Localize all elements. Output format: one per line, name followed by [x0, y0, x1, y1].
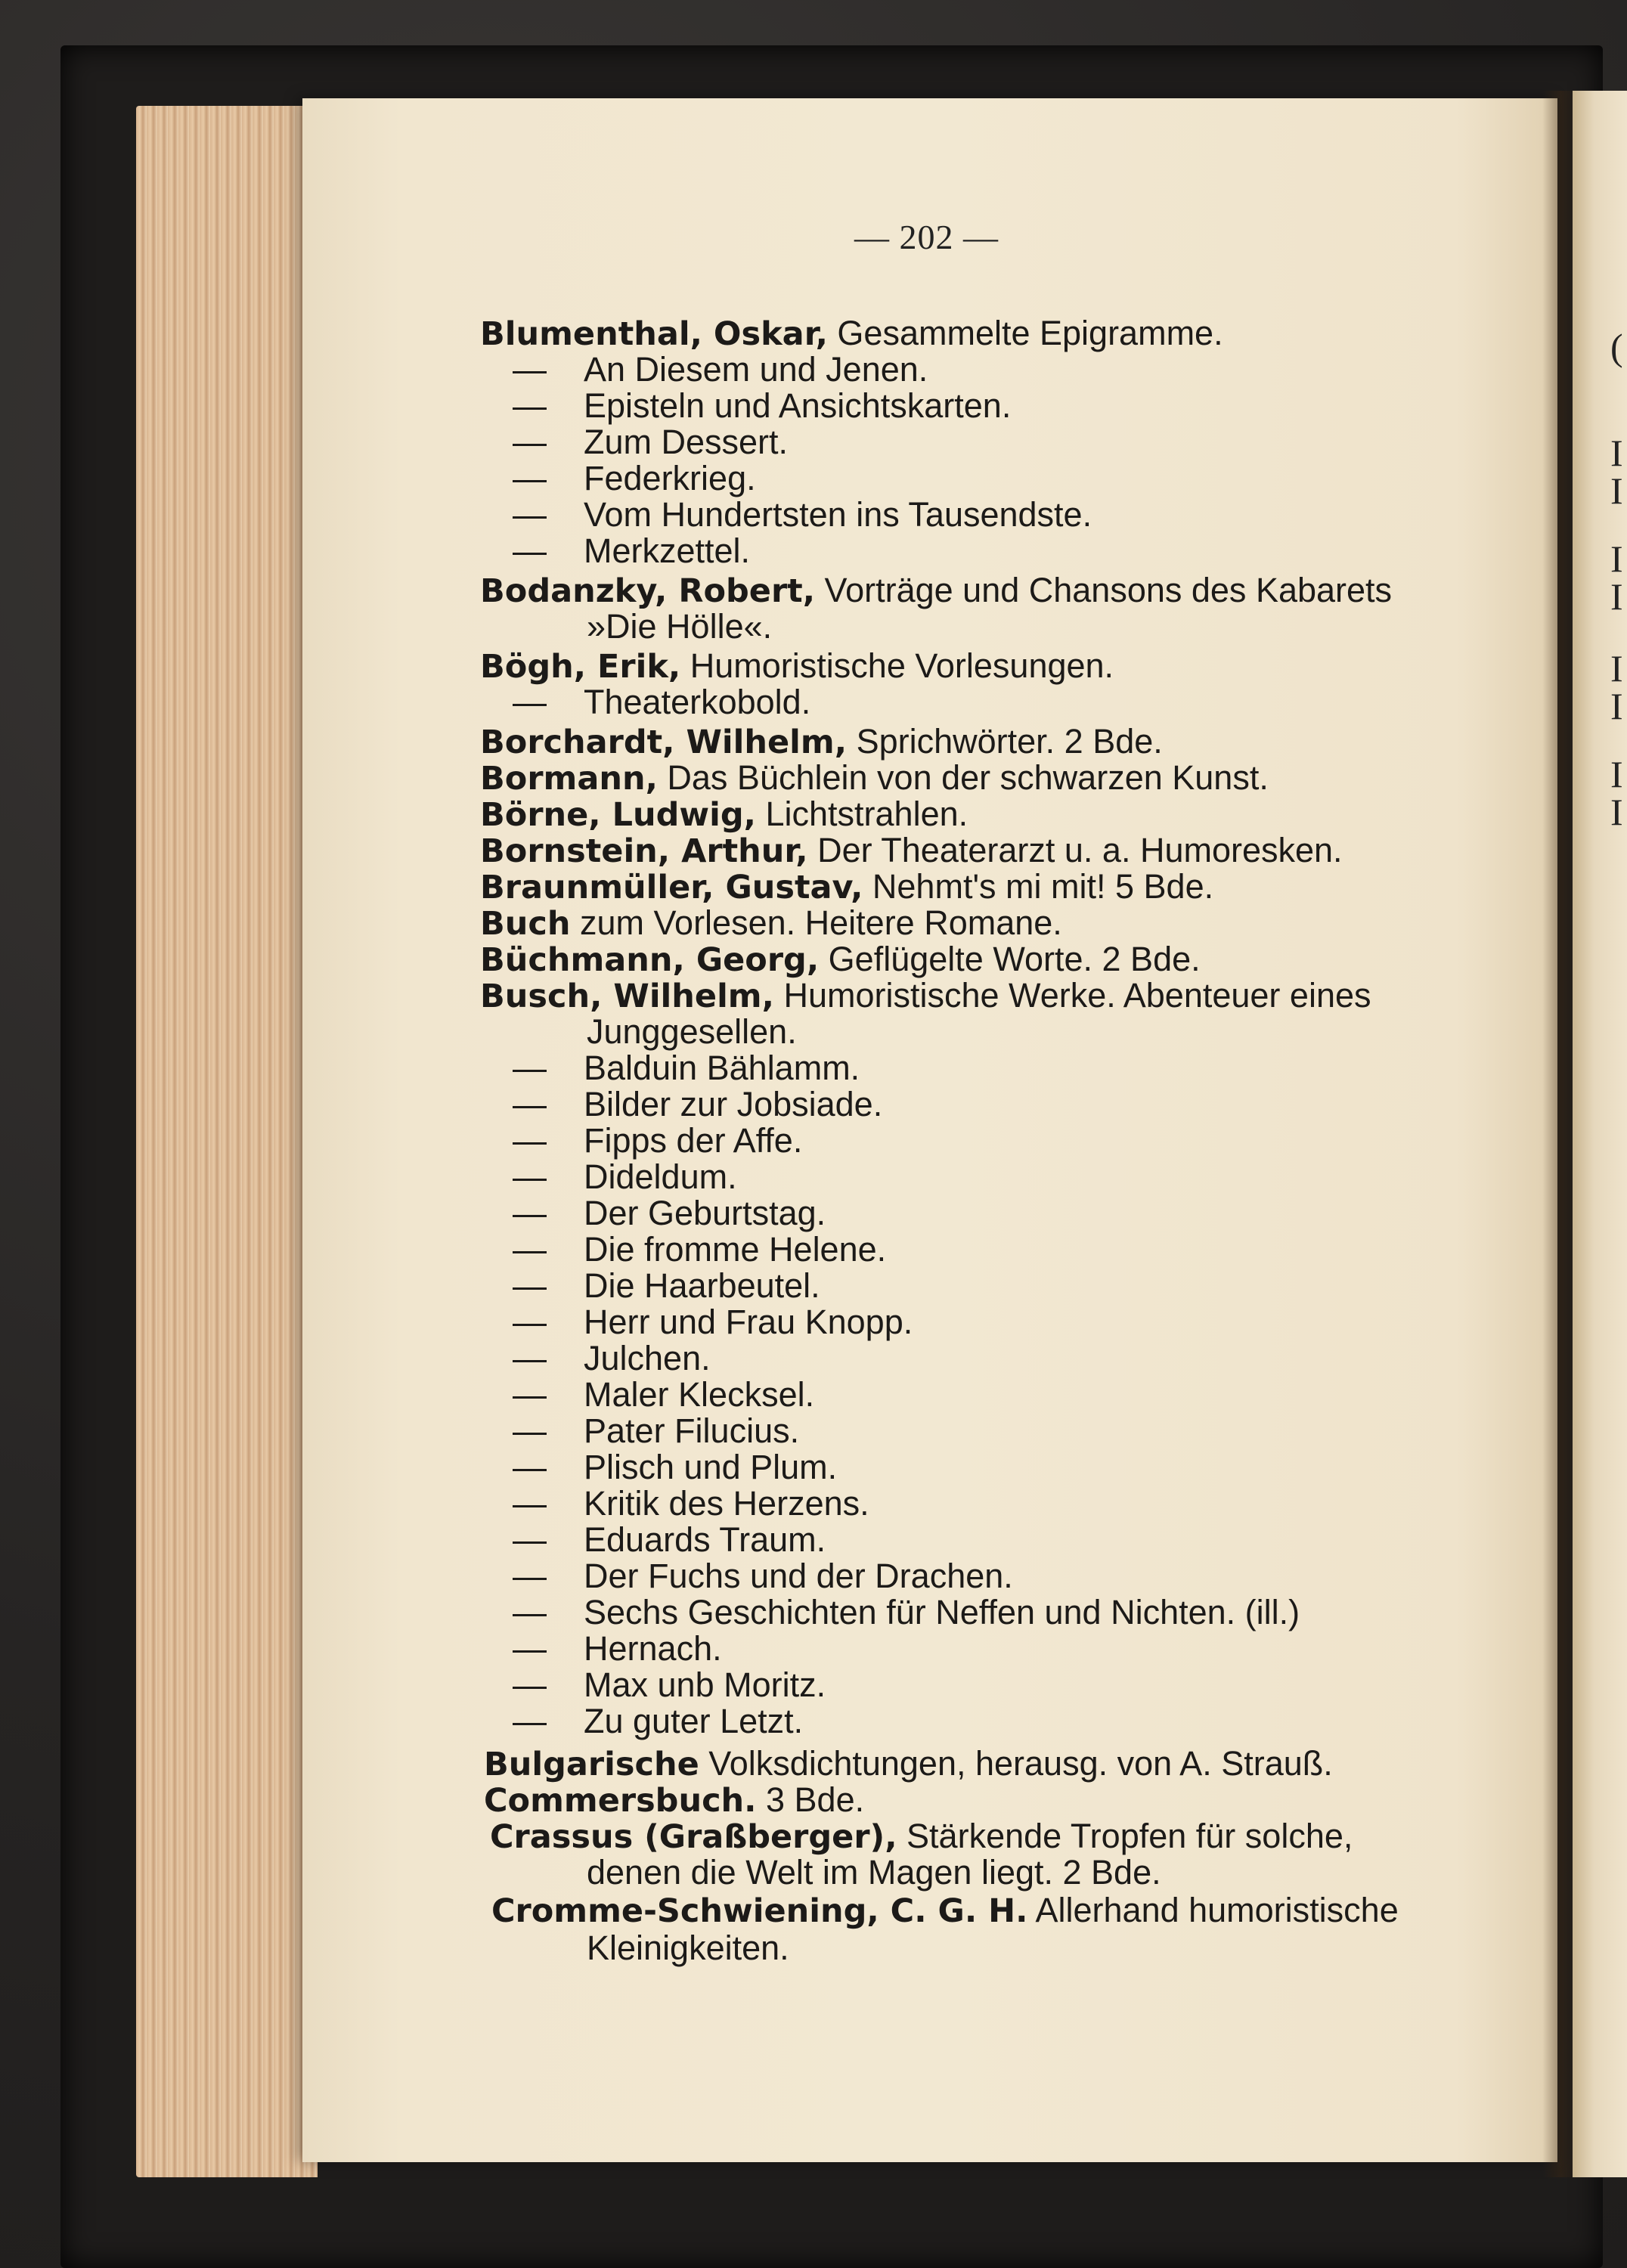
entry-title: Lichtstrahlen.	[755, 795, 968, 833]
ditto-dash: —	[513, 1121, 547, 1160]
entry-author: Braunmüller, Gustav,	[480, 869, 863, 906]
entry-title: Volksdichtungen, herausg. von A. Strauß.	[699, 1744, 1333, 1783]
facing-page-letter: I	[1610, 575, 1623, 618]
catalog-entry	[480, 903, 1062, 943]
ditto-dash: —	[513, 1230, 547, 1269]
catalog-sub-entry	[513, 495, 1092, 534]
catalog-sub-entry	[513, 350, 928, 389]
entry-title: Fipps der Affe.	[584, 1121, 803, 1160]
entry-author: Büchmann, Georg,	[480, 941, 820, 979]
entry-title: Theaterkobold.	[584, 683, 811, 721]
entry-continuation: Junggesellen.	[587, 1012, 797, 1051]
facing-page-letter: I	[1610, 791, 1623, 833]
catalog-entry	[480, 869, 1213, 904]
catalog-sub-entry	[513, 461, 756, 495]
page-edges	[136, 106, 318, 2177]
entry-title: Bilder zur Jobsiade.	[584, 1085, 883, 1123]
entry-title: Humoristische Vorlesungen.	[680, 646, 1114, 685]
catalog-entry	[480, 758, 1269, 798]
entry-title: Der Geburtstag.	[584, 1194, 826, 1232]
catalog-sub-entry	[513, 1266, 820, 1305]
ditto-dash: —	[513, 1520, 547, 1559]
ditto-dash: —	[513, 1194, 547, 1232]
entry-title: Sprichwörter. 2 Bde.	[847, 722, 1163, 761]
entry-title: Kritik des Herzens.	[584, 1484, 869, 1523]
catalog-sub-entry	[513, 1196, 826, 1230]
ditto-dash: —	[513, 531, 547, 570]
entry-title: Pater Filucius.	[584, 1411, 800, 1450]
ditto-dash: —	[513, 350, 547, 389]
entry-title: Julchen.	[584, 1339, 711, 1377]
entry-title: Der Fuchs und der Drachen.	[584, 1557, 1013, 1595]
facing-page-letter: I	[1610, 432, 1623, 474]
entry-title: Plisch und Plum.	[584, 1448, 838, 1486]
entry-title: An Diesem und Jenen.	[584, 350, 928, 389]
facing-page-letter: I	[1610, 647, 1623, 689]
catalog-sub-entry	[513, 1595, 1300, 1629]
facing-page-edge	[1573, 91, 1627, 2177]
entry-author: Crassus (Graßberger),	[490, 1818, 897, 1856]
catalog-sub-entry	[513, 1341, 711, 1375]
ditto-dash: —	[513, 495, 547, 534]
entry-author: Börne, Ludwig,	[480, 796, 756, 834]
entry-title: Hernach.	[584, 1629, 722, 1668]
catalog-entry	[480, 646, 1114, 686]
entry-author: Busch, Wilhelm,	[480, 978, 774, 1015]
entry-title: Eduards Traum.	[584, 1520, 826, 1559]
entry-title: Nehmt's mi mit! 5 Bde.	[863, 867, 1214, 906]
entry-title: Balduin Bählamm.	[584, 1049, 860, 1087]
entry-title: Vorträge und Chansons des Kabarets	[815, 571, 1393, 609]
catalog-entry	[491, 1893, 1399, 1928]
catalog-sub-entry	[513, 1087, 882, 1121]
ditto-dash: —	[513, 1085, 547, 1123]
entry-title: Dideldum.	[584, 1157, 737, 1196]
catalog-sub-entry	[513, 1559, 1013, 1593]
catalog-sub-entry	[513, 1230, 887, 1269]
entry-title: Allerhand humoristische	[1027, 1891, 1399, 1929]
ditto-dash: —	[513, 459, 547, 497]
entry-continuation: »Die Hölle«.	[587, 607, 773, 646]
entry-title: Episteln und Ansichtskarten.	[584, 386, 1012, 425]
entry-title: zum Vorlesen. Heitere Romane.	[570, 903, 1062, 942]
ditto-dash: —	[513, 386, 547, 425]
entry-author: Bormann,	[480, 760, 658, 798]
catalog-sub-entry	[513, 1484, 869, 1523]
facing-page-letter: I	[1610, 685, 1623, 727]
catalog-sub-entry	[513, 386, 1012, 425]
entry-title: 3 Bde.	[756, 1780, 865, 1819]
catalog-sub-entry	[513, 1704, 803, 1738]
entry-title: Vom Hundertsten ins Tausendste.	[584, 495, 1092, 534]
catalog-sub-entry	[513, 425, 788, 459]
catalog-sub-entry	[513, 685, 810, 719]
catalog-entry	[484, 1746, 1333, 1781]
entry-title: Sechs Geschichten für Neffen und Nichten. (ill.)	[584, 1593, 1300, 1631]
entry-author: Cromme-Schwiening, C. G. H.	[491, 1892, 1028, 1930]
catalog-entry	[480, 978, 1371, 1013]
entry-title: Humoristische Werke. Abenteuer eines	[773, 976, 1371, 1015]
ditto-dash: —	[513, 423, 547, 461]
entry-author: Buch	[480, 905, 571, 943]
entry-title: Die fromme Helene.	[584, 1230, 887, 1269]
ditto-dash: —	[513, 1049, 547, 1087]
entry-title: Merkzettel.	[584, 531, 751, 570]
ditto-dash: —	[513, 1702, 547, 1740]
catalog-sub-entry	[513, 1629, 722, 1668]
entry-title: Zum Dessert.	[584, 423, 789, 461]
entry-title: Gesammelte Epigramme.	[827, 314, 1223, 352]
catalog-sub-entry	[513, 1375, 815, 1414]
entry-continuation: denen die Welt im Magen liegt. 2 Bde.	[587, 1853, 1161, 1892]
entry-author: Commersbuch.	[484, 1782, 757, 1820]
catalog-entry	[480, 316, 1223, 351]
entry-author: Blumenthal, Oskar,	[480, 315, 828, 353]
catalog-sub-entry	[513, 1121, 803, 1160]
catalog-entry	[490, 1819, 1353, 1854]
ditto-dash: —	[513, 683, 547, 721]
catalog-sub-entry	[513, 531, 751, 570]
catalog-entry	[484, 1780, 865, 1820]
facing-page-letter: I	[1610, 538, 1623, 580]
entry-author: Bornstein, Arthur,	[480, 832, 808, 870]
catalog-entry	[480, 573, 1392, 608]
ditto-dash: —	[513, 1593, 547, 1631]
entry-author: Borchardt, Wilhelm,	[480, 723, 848, 761]
entry-author: Bögh, Erik,	[480, 648, 681, 686]
ditto-dash: —	[513, 1266, 547, 1305]
ditto-dash: —	[513, 1484, 547, 1523]
ditto-dash: —	[513, 1665, 547, 1704]
entry-title: Der Theaterarzt u. a. Humoresken.	[807, 831, 1343, 869]
facing-page-letter: (	[1610, 326, 1623, 368]
ditto-dash: —	[513, 1448, 547, 1486]
ditto-dash: —	[513, 1557, 547, 1595]
entry-title: Zu guter Letzt.	[584, 1702, 804, 1740]
entry-title: Geflügelte Worte. 2 Bde.	[819, 940, 1201, 978]
catalog-entry	[480, 942, 1201, 977]
entry-title: Max unb Moritz.	[584, 1665, 826, 1704]
entry-title: Federkrieg.	[584, 459, 756, 497]
catalog-sub-entry	[513, 1305, 913, 1339]
entry-continuation: Kleinigkeiten.	[587, 1929, 789, 1967]
page-number: — 202 —	[854, 218, 999, 256]
catalog-entry	[480, 797, 968, 832]
ditto-dash: —	[513, 1157, 547, 1196]
ditto-dash: —	[513, 1629, 547, 1668]
ditto-dash: —	[513, 1375, 547, 1414]
entry-title: Maler Klecksel.	[584, 1375, 815, 1414]
catalog-entry	[480, 724, 1163, 759]
catalog-sub-entry	[513, 1051, 860, 1085]
catalog-sub-entry	[513, 1411, 800, 1450]
catalog-sub-entry	[513, 1450, 837, 1484]
catalog-sub-entry	[513, 1157, 737, 1196]
facing-page-letter: I	[1610, 753, 1623, 795]
ditto-dash: —	[513, 1411, 547, 1450]
entry-title: Die Haarbeutel.	[584, 1266, 820, 1305]
catalog-sub-entry	[513, 1520, 826, 1559]
catalog-entry	[480, 833, 1343, 868]
entry-title: Stärkende Tropfen für solche,	[897, 1817, 1353, 1855]
entry-author: Bulgarische	[484, 1746, 699, 1783]
entry-title: Das Büchlein von der schwarzen Kunst.	[657, 758, 1269, 797]
entry-author: Bodanzky, Robert,	[480, 572, 816, 610]
catalog-sub-entry	[513, 1665, 826, 1704]
ditto-dash: —	[513, 1339, 547, 1377]
entry-title: Herr und Frau Knopp.	[584, 1303, 913, 1341]
facing-page-letter: I	[1610, 469, 1623, 512]
ditto-dash: —	[513, 1303, 547, 1341]
